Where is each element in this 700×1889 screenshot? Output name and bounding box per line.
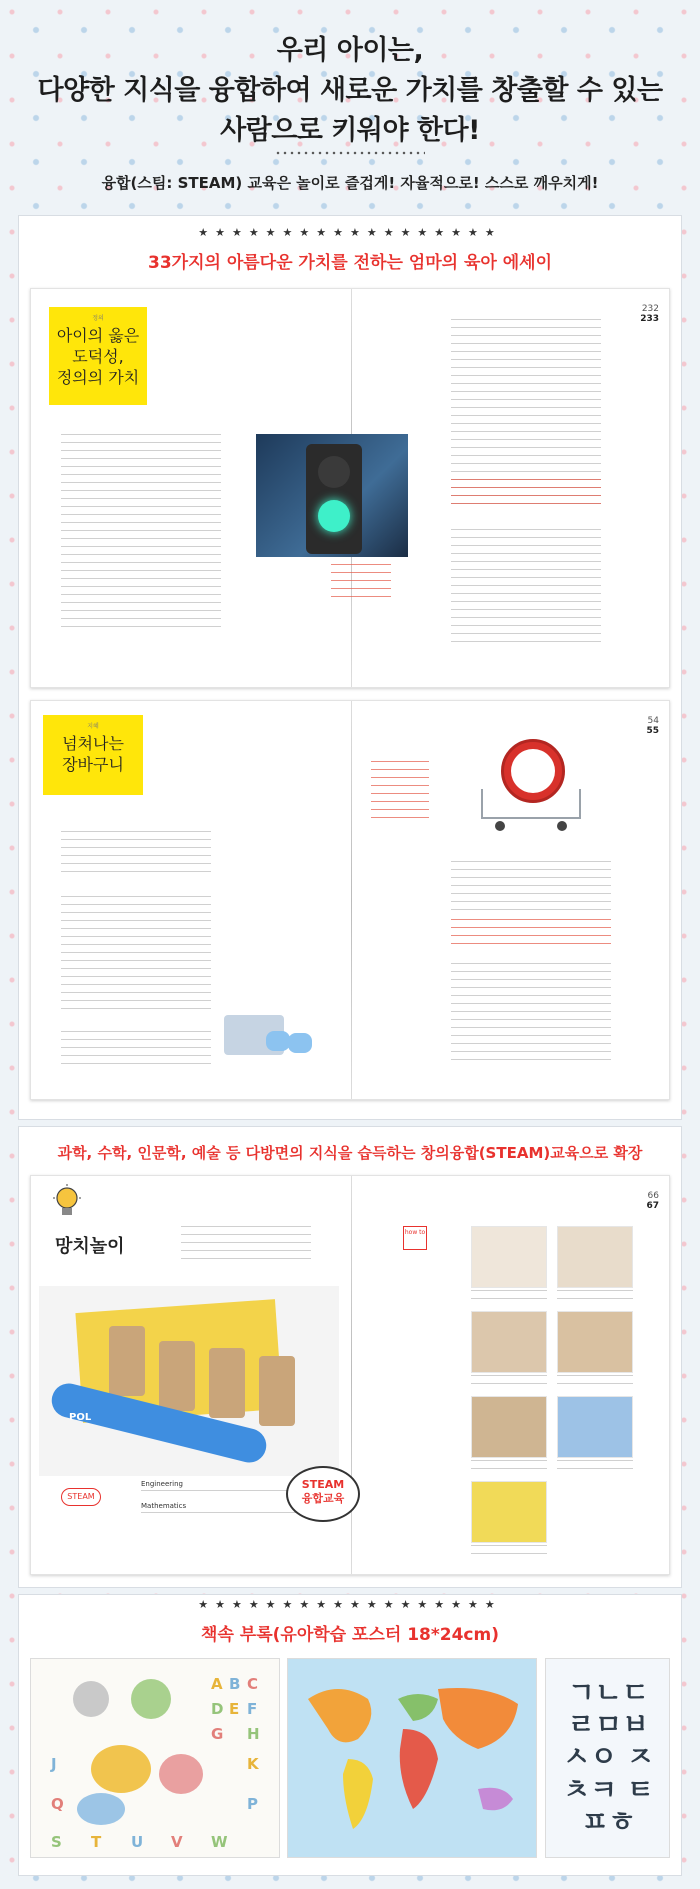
body-text-left-2 <box>61 896 211 1016</box>
step-caption-3 <box>471 1375 547 1387</box>
chapter-box-justice <box>49 307 147 405</box>
mathematics-label: Mathematics <box>141 1502 187 1510</box>
svg-text:Q: Q <box>51 1795 64 1813</box>
svg-text:D: D <box>211 1700 224 1718</box>
svg-text:A: A <box>211 1675 223 1693</box>
body-text-left <box>61 434 221 634</box>
clock-cart-photo <box>471 729 591 839</box>
side-caption <box>371 761 429 825</box>
svg-text:U: U <box>131 1833 144 1851</box>
photo-caption <box>331 564 401 604</box>
section1-title: 33가지의 아름다운 가치를 전하는 엄마의 육아 에세이 <box>147 253 553 273</box>
lightbulb-icon <box>51 1184 83 1222</box>
chapter-title-line1: 아이의 옳은 <box>56 326 140 345</box>
paper-roll-1 <box>109 1326 145 1396</box>
section3-stars: ★★★★★★★★★★★★★★★★★★ <box>198 1598 502 1611</box>
activity-title: 망치놀이 <box>55 1236 125 1257</box>
chapter-title-line2: 장바구니 <box>62 754 124 774</box>
red-lamp <box>318 456 350 488</box>
svg-text:T: T <box>91 1833 102 1851</box>
step-caption-5 <box>471 1460 547 1472</box>
step-caption-1 <box>471 1290 547 1302</box>
svg-text:V: V <box>171 1833 183 1851</box>
book-spread-justice <box>30 288 670 688</box>
mathematics-desc <box>141 1512 301 1520</box>
steam-tag: STEAM <box>61 1488 101 1506</box>
highlight-text <box>451 479 601 505</box>
page-left-number: 54 <box>647 716 659 726</box>
svg-text:K: K <box>247 1755 259 1773</box>
body-text-right-2 <box>451 529 601 649</box>
steam-bubble <box>286 1466 360 1522</box>
svg-text:J: J <box>51 1755 57 1773</box>
shopping-cart <box>481 789 581 819</box>
world-map-poster <box>287 1658 537 1858</box>
svg-text:S: S <box>51 1833 62 1851</box>
clock-face <box>511 749 555 793</box>
alphabet-poster <box>30 1658 280 1858</box>
activity-meta <box>181 1226 311 1260</box>
section1-stars: ★★★★★★★★★★★★★★★★★★ <box>198 226 502 239</box>
section3-title: 책속 부록(유아학습 포스터 18*24cm) <box>201 1625 499 1645</box>
hero-line-1: 우리 아이는, <box>276 35 424 66</box>
step-photo-5 <box>471 1396 547 1458</box>
svg-text:C: C <box>247 1675 259 1693</box>
page-left-number: 66 <box>647 1191 659 1201</box>
step-caption-6 <box>557 1460 633 1472</box>
svg-text:P: P <box>247 1795 258 1813</box>
chapter-title-line3: 정의의 가치 <box>56 367 140 387</box>
book-spread-hammer-play <box>30 1175 670 1575</box>
svg-text:E: E <box>229 1700 240 1718</box>
svg-text:H: H <box>247 1725 260 1743</box>
page-right-number: 67 <box>646 1200 659 1211</box>
step-photo-6 <box>557 1396 633 1458</box>
traffic-light-photo <box>256 434 408 557</box>
chapter-tag: 지혜 <box>87 723 99 730</box>
step-caption-2 <box>557 1290 633 1302</box>
spread-spine <box>351 1176 352 1574</box>
body-text-right-2 <box>451 963 611 1063</box>
baby-shoe-right <box>288 1033 312 1053</box>
cart-wheel-left <box>495 821 505 831</box>
step-photo-7 <box>471 1481 547 1543</box>
caption-lines <box>331 564 391 598</box>
baby-shoe-left <box>266 1031 290 1051</box>
step-caption-4 <box>557 1375 633 1387</box>
chapter-title-line1: 넘쳐나는 <box>62 734 124 753</box>
bubble-line2: 융합교육 <box>301 1492 345 1506</box>
bubble-line1: STEAM <box>301 1478 345 1491</box>
step-photo-2 <box>557 1226 633 1288</box>
world-map-art <box>288 1659 537 1858</box>
step-caption-7 <box>471 1545 547 1557</box>
svg-text:W: W <box>211 1833 228 1851</box>
chapter-box-wisdom <box>43 715 143 795</box>
paper-roll-2 <box>159 1341 195 1411</box>
toy-hammer-label: POL <box>69 1412 92 1423</box>
green-walk-lamp <box>318 500 350 532</box>
page-right-number: 55 <box>646 725 659 736</box>
page-numbers <box>629 305 659 325</box>
spread-spine <box>351 701 352 1099</box>
svg-text:F: F <box>247 1700 258 1718</box>
body-text-right <box>451 861 611 917</box>
step-photo-3 <box>471 1311 547 1373</box>
hero-line-2: 다양한 지식을 융합하여 새로운 가치를 창출할 수 있는 <box>37 75 663 106</box>
howto-label: how to <box>403 1226 427 1250</box>
hammer-play-photo <box>39 1286 339 1476</box>
body-text-left-3 <box>61 1031 211 1071</box>
svg-text:G: G <box>211 1725 224 1743</box>
book-spread-wisdom <box>30 700 670 1100</box>
alphabet-poster-art <box>31 1659 280 1858</box>
step-photo-4 <box>557 1311 633 1373</box>
page-numbers <box>629 1192 659 1212</box>
highlight-text <box>451 919 611 945</box>
engineering-desc <box>141 1490 301 1498</box>
chapter-tag: 정의 <box>92 315 104 322</box>
section2-title: 과학, 수학, 인문학, 예술 등 다방면의 지식을 습득하는 창의융합(STEAM)교육으로 확장 <box>57 1144 643 1162</box>
hangul-poster <box>545 1658 670 1858</box>
paper-roll-3 <box>209 1348 245 1418</box>
page-left-number: 232 <box>641 304 659 314</box>
cart-wheel-right <box>557 821 567 831</box>
hero-line-3: 사람으로 키워야 한다! <box>220 115 480 146</box>
page-numbers <box>629 717 659 737</box>
svg-text:B: B <box>229 1675 241 1693</box>
engineering-label: Engineering <box>141 1480 183 1488</box>
step-photo-1 <box>471 1226 547 1288</box>
body-text-left <box>61 831 211 877</box>
page-right-number: 233 <box>640 313 659 324</box>
header-divider <box>275 150 425 156</box>
hangul-poster-letters: ㄱㄴㄷ ㄹㅁㅂ ㅅㅇ ㅈㅊㅋ ㅌㅍㅎ <box>563 1676 654 1838</box>
header-subline: 융합(스팀: STEAM) 교육은 놀이로 즐겁게! 자율적으로! 스스로 깨우치게! <box>101 174 599 192</box>
chapter-title-line2: 도덕성, <box>72 346 124 366</box>
baby-clothes-photo <box>216 1001 326 1071</box>
paper-roll-4 <box>259 1356 295 1426</box>
